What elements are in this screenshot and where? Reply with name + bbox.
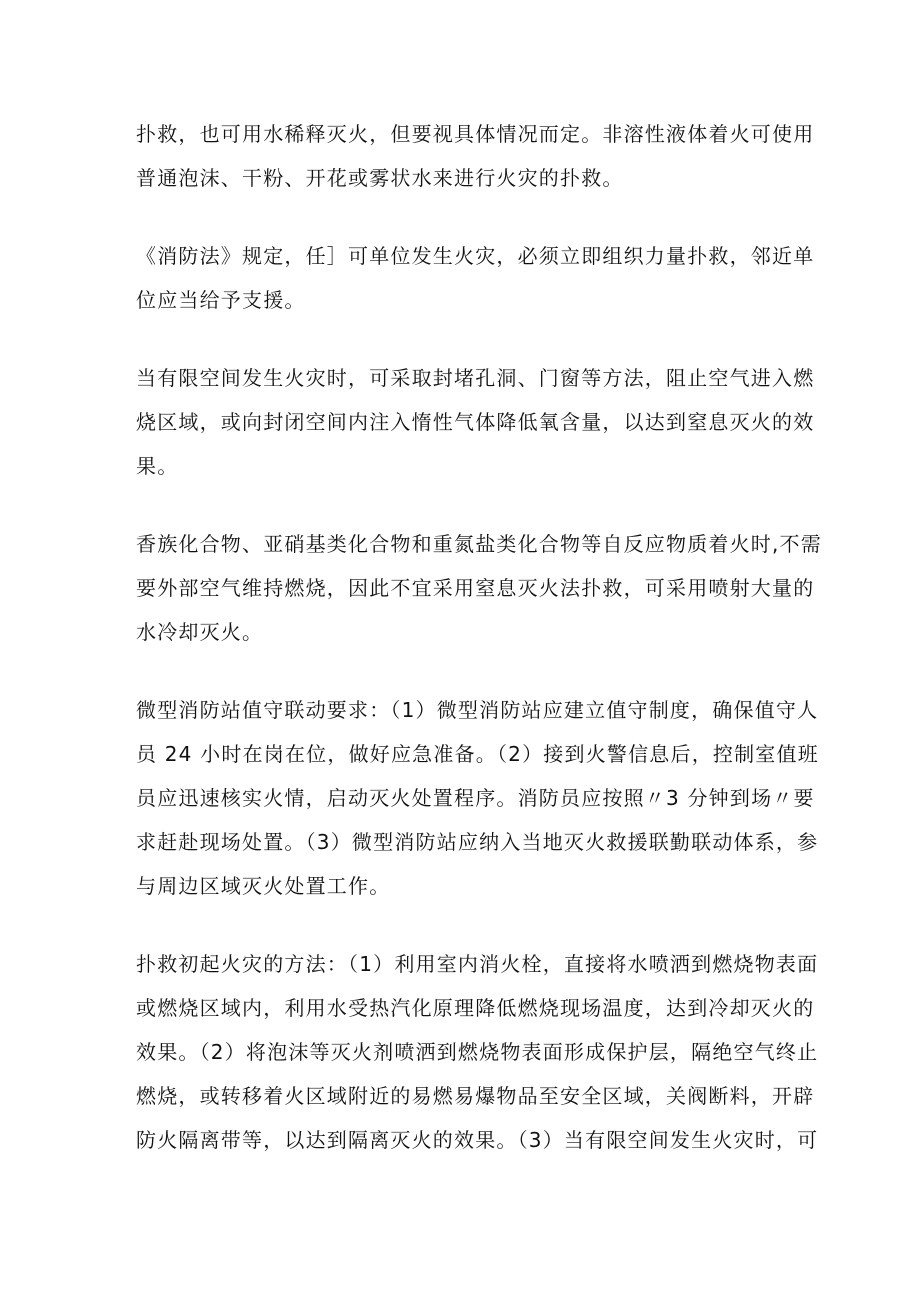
document-body: [136, 112, 822, 1196]
paragraph-6: [136, 942, 819, 1162]
text-line: 求赶赴现场处置。（3）微型消防站应纳入当地灭火救援联勤联动体系，参: [136, 830, 819, 854]
text-line: 防火隔离带等，以达到隔离灭火的效果。（3）当有限空间发生火灾时，可: [136, 1128, 819, 1152]
text-line: 效果。（2）将泡沫等灭火剂喷洒到燃烧物表面形成保护层，隔绝空气终止: [136, 1040, 819, 1064]
text-line: 普通泡沫、干粉、开花或雾状水来进行火灾的扑救。: [136, 166, 624, 190]
text-line: 员应迅速核实火情，启动灭火处置程序。消防员应按照〃3 分钟到场〃要: [136, 786, 815, 810]
text-line: 水冷却灭火。: [136, 620, 264, 644]
text-line: 或燃烧区域内，利用水受热汽化原理降低燃烧现场温度，达到冷却灭火的: [136, 996, 815, 1020]
text-line: 当有限空间发生火灾时，可采取封堵孔洞、门窗等方法，阻止空气进入燃: [136, 366, 815, 390]
text-line: 烧区域，或向封闭空间内注入惰性气体降低氧含量，以达到窒息灭火的效: [136, 410, 815, 434]
text-line: 微型消防站值守联动要求：（1）微型消防站应建立值守制度，确保值守人: [136, 698, 819, 722]
text-line: 《消防法》规定，任］可单位发生火灾，必须立即组织力量扑救，邻近单: [136, 244, 815, 268]
text-line: 扑救，也可用水稀释灭火，但要视具体情况而定。非溶性液体着火可使用: [136, 122, 815, 146]
paragraph-4: [136, 522, 822, 654]
paragraph-2: [136, 234, 815, 322]
text-line: 燃烧，或转移着火区域附近的易燃易爆物品至安全区域，关阀断料，开辟: [136, 1084, 815, 1108]
paragraph-3: [136, 356, 815, 488]
text-line: 员 24 小时在岗在位，做好应急准备。（2）接到火警信息后，控制室值班: [136, 742, 819, 766]
paragraph-1: [136, 112, 815, 200]
text-line: 与周边区域灭火处置工作。: [136, 874, 391, 898]
text-line: 扑救初起火灾的方法：（1）利用室内消火栓，直接将水喷洒到燃烧物表面: [136, 952, 819, 976]
text-line: 香族化合物、亚硝基类化合物和重氮盐类化合物等自反应物质着火时,不需: [136, 532, 822, 556]
text-line: 果。: [136, 454, 179, 478]
paragraph-5: [136, 688, 819, 908]
text-line: 要外部空气维持燃烧，因此不宜采用窒息灭火法扑救，可采用喷射大量的: [136, 576, 815, 600]
text-line: 位应当给予支援。: [136, 288, 306, 312]
